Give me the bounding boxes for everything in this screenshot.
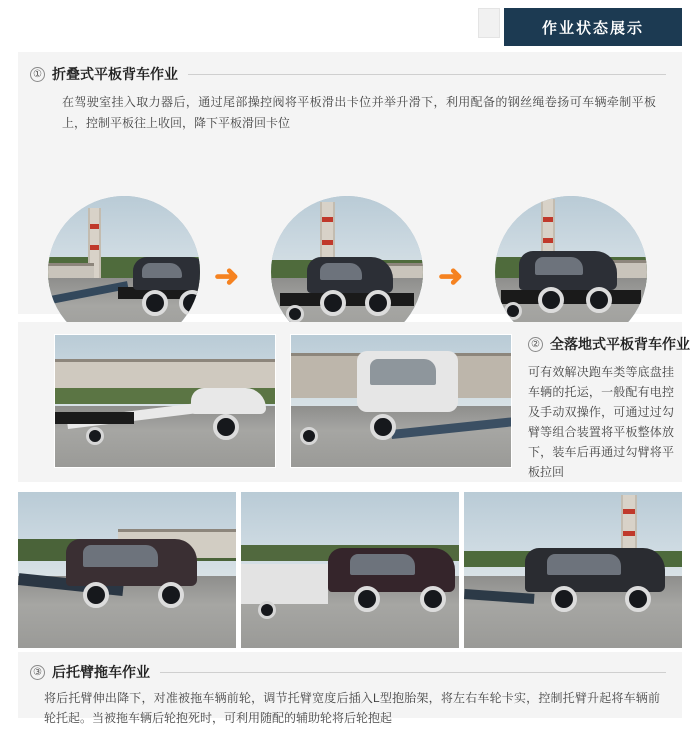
photo-rear-lift-2	[241, 492, 459, 648]
page-title-badge: 作业状态展示	[504, 8, 682, 46]
photo-full-landing-2	[290, 334, 512, 468]
section-1-title: 折叠式平板背车作业	[52, 66, 178, 82]
section-2-text-block	[528, 334, 690, 482]
arrow-icon-2: ➜	[438, 260, 464, 293]
section-full-landing-flatbed	[18, 322, 690, 482]
divider	[160, 672, 666, 673]
section-2-body: 可有效解决跑车类等底盘挂车辆的托运，一般配有电控及手动双操作，可通过过勾臂等组合装置将平板整体放下，装车后再通过勾臂将平板拉回	[528, 365, 674, 479]
section-1-header	[18, 52, 682, 84]
section-rear-arm-towing	[18, 652, 682, 725]
section-2-header	[528, 334, 690, 354]
photo-rear-lift-1	[18, 492, 236, 648]
arrow-icon-1: ➜	[214, 260, 240, 293]
section-folding-flatbed	[18, 52, 682, 314]
section-3-title: 后托臂拖车作业	[52, 664, 150, 680]
section-1-number: ①	[30, 67, 45, 82]
section-2-number: ②	[528, 337, 543, 352]
photo-rear-lift-3	[464, 492, 682, 648]
section-3-photo-strip	[18, 492, 682, 648]
divider	[188, 74, 666, 75]
photo-full-landing-1	[54, 334, 276, 468]
section-2-title: 全落地式平板背车作业	[550, 336, 690, 352]
section-1-body: 在驾驶室挂入取力器后，通过尾部操控阀将平板滑出卡位并举升滑下，利用配备的钢丝绳卷扬可车辆牵制平板上，控制平板往上收回，降下平板滑回卡位	[62, 95, 656, 130]
section-1-photo-row	[18, 180, 682, 310]
header-band	[0, 8, 700, 46]
section-3-header	[18, 652, 682, 682]
header-decorative-block	[478, 8, 500, 38]
section-3-body: 将后托臂伸出降下，对准被拖车辆前轮，调节托臂宽度后插入L型抱胎架，将左右车轮卡实，控制托臂升起将车辆前轮托起。当被拖车辆后轮抱死时，可利用随配的辅助轮将后轮抱起	[44, 691, 660, 725]
section-3-number: ③	[30, 665, 45, 680]
